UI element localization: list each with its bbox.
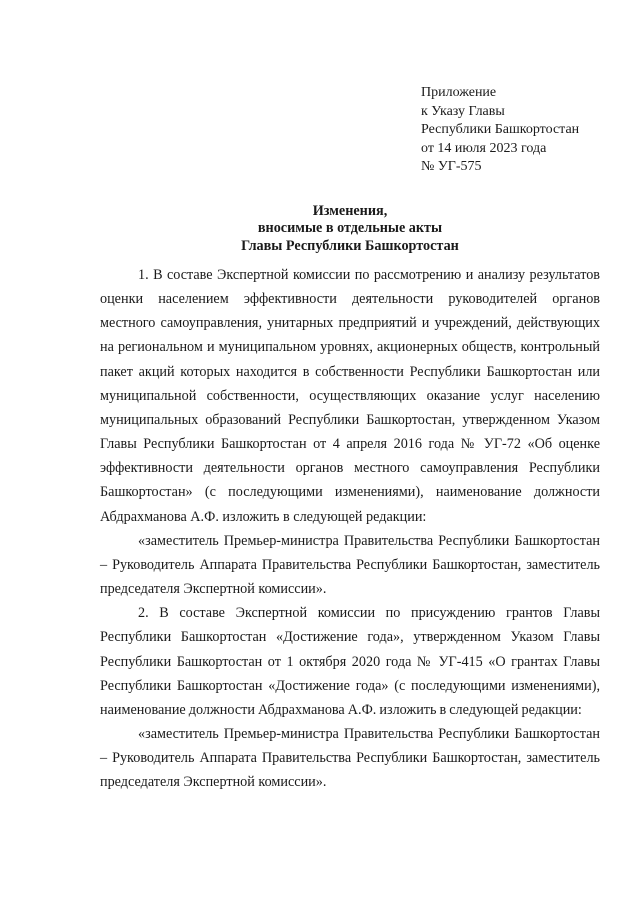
paragraph-2-quote: «заместитель Премьер-министра Правительства Республики Башкортостан – Руководитель Аппарата Правительства Республики Башкортостан, заместитель председателя Экспертной комиссии».: [100, 725, 600, 791]
document-body: [100, 263, 600, 794]
paragraph-2: 2. В составе Экспертной комиссии по присуждению грантов Главы Республики Башкортостан «Достижение года», утвержденном Указом Главы Республики Башкортостан от 1 октября 2020 года № УГ-415 «О грантах Главы Республики Башкортостан «Достижение года» (с последующими изменениями), наименование должности Абдрахманова А.Ф. изложить в следующей редакции:: [100, 605, 600, 718]
paragraph-1: 1. В составе Экспертной комиссии по рассмотрению и анализу результатов оценки населением эффективности деятельности руководителей органов местного самоуправления, унитарных предприятий и учреждений, действующих на региональном и муниципальном уровнях, акционерных обществ, контрольный пакет акций которых находится в собственности Республики Башкортостан или муниципальной собственности, осуществляющих оказание услуг населению муниципальных образований Республики Башкортостан, утвержденном Указом Главы Республики Башкортостан от 4 апреля 2016 года № УГ-72 «Об оценке эффективности деятельности органов местного самоуправления Республики Башкортостан» (с последующими изменениями), наименование должности Абдрахманова А.Ф. изложить в следующей редакции:: [100, 267, 600, 525]
appendix-line: к Указу Главы: [421, 103, 505, 119]
appendix-line: Республики Башкортостан: [421, 122, 580, 138]
appendix-line: от 14 июля 2023 года: [421, 140, 547, 156]
document-title: [100, 203, 600, 255]
appendix-line: № УГ-575: [421, 159, 482, 175]
title-line: Главы Республики Башкортостан: [241, 237, 459, 254]
title-line: Изменения,: [312, 203, 388, 219]
appendix-header: [421, 84, 631, 177]
appendix-line: Приложение: [421, 85, 497, 100]
title-line: вносимые в отдельные акты: [257, 220, 443, 237]
paragraph-1-quote: «заместитель Премьер-министра Правительства Республики Башкортостан – Руководитель Аппарата Правительства Республики Башкортостан, заместитель председателя Экспертной комиссии».: [100, 532, 600, 598]
